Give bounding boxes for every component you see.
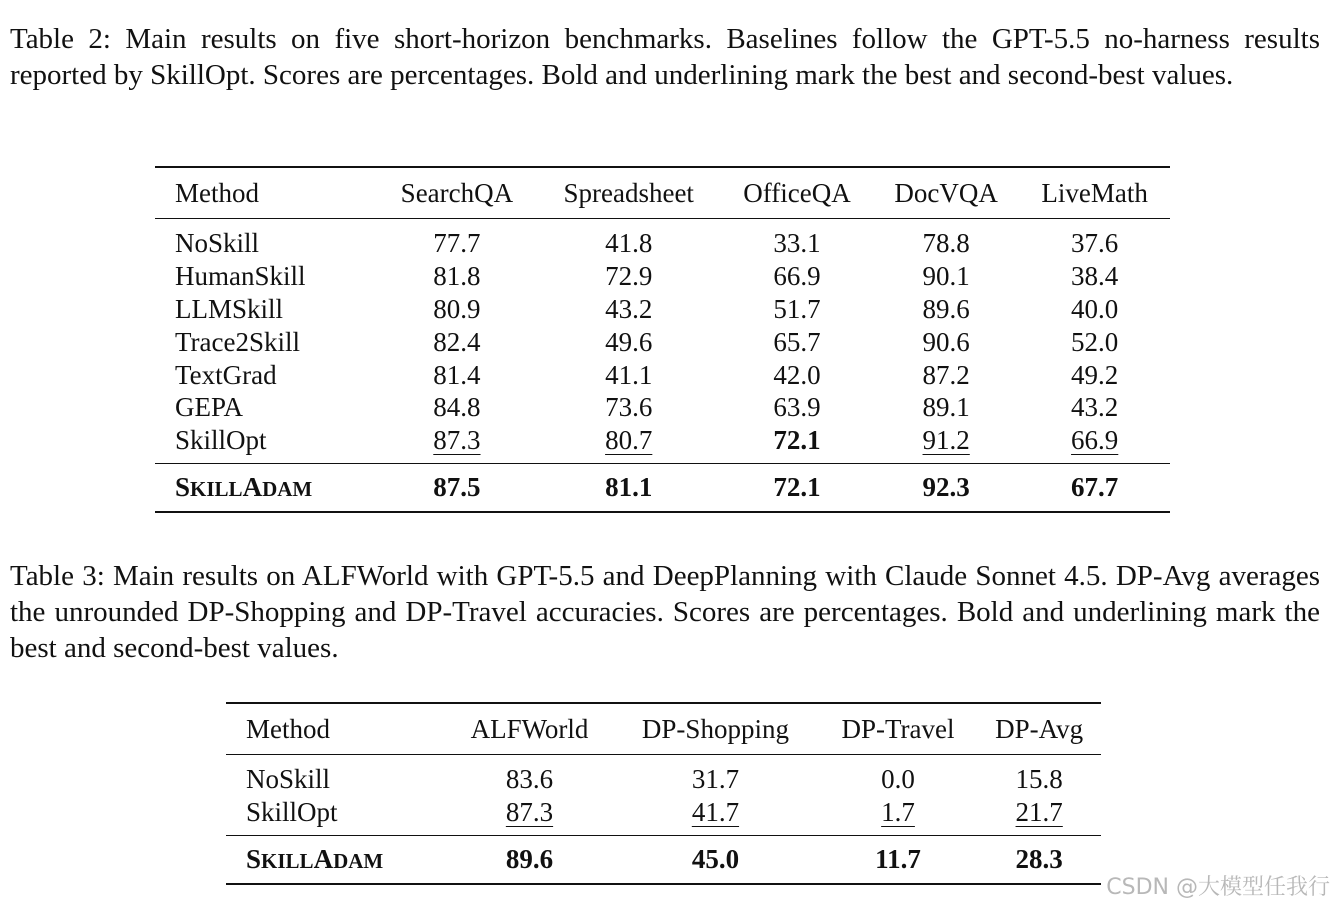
score-value: 41.8 [605,228,653,259]
score-value: 78.8 [922,228,970,259]
table-row [155,219,1170,260]
score-value: 87.2 [922,359,970,390]
score-value: 80.7 [605,425,653,456]
score-cell [612,755,818,796]
score-cell [721,358,873,391]
method-cell: LLMSkill [175,293,284,324]
score-cell [536,424,721,463]
score-cell [873,391,1019,424]
score-value: 87.3 [433,425,481,456]
score-value: 87.3 [505,797,554,828]
table-row [226,796,1101,835]
score-value: 72.9 [605,261,653,292]
method-cell-skilladam: SKILLADAM [246,843,384,874]
score-cell [1019,424,1170,463]
table-row [155,260,1170,293]
score-value: 33.1 [773,228,821,259]
table-row [155,391,1170,424]
table-row [226,755,1101,796]
method-cell: NoSkill [246,764,331,795]
score-cell-best: 81.1 [605,471,653,502]
score-value: 52.0 [1071,326,1119,357]
table-3-body [226,755,1101,836]
score-cell [536,293,721,326]
score-cell [377,260,536,293]
score-cell [873,260,1019,293]
method-cell: HumanSkill [175,261,306,292]
score-value: 91.2 [922,425,970,456]
column-header: DP-Travel [841,713,955,744]
score-value: 49.2 [1071,359,1119,390]
score-cell [536,358,721,391]
watermark: CSDN @大模型任我行 [1106,875,1330,900]
column-header: DocVQA [894,177,998,208]
score-value: 81.8 [433,261,481,292]
score-cell [977,755,1101,796]
score-cell [819,796,978,835]
score-cell [536,219,721,260]
score-cell-best: 28.3 [1015,843,1063,874]
score-cell [721,260,873,293]
method-cell: TextGrad [175,359,277,390]
score-cell [873,358,1019,391]
score-cell [1019,391,1170,424]
score-cell-best: 89.6 [505,843,554,874]
table-3-header-row [226,703,1101,755]
table-2-caption: Table 2: Main results on five short-horizon benchmarks. Baselines follow the GPT-5.5 no-harness results reported by SkillOpt. Scores are percentages. Bold and underlining mark the best and second-best values. [10,23,1320,91]
final-row [155,463,1170,512]
method-cell-skilladam: SKILLADAM [175,471,313,502]
score-cell [873,293,1019,326]
score-value: 72.1 [773,425,821,456]
score-value: 90.1 [922,261,970,292]
score-cell [721,325,873,358]
score-cell [377,358,536,391]
score-cell [377,293,536,326]
table-row [155,293,1170,326]
method-cell: SkillOpt [246,797,338,828]
score-cell [1019,219,1170,260]
score-cell [873,219,1019,260]
score-value: 21.7 [1015,797,1063,828]
score-value: 66.9 [773,261,821,292]
table-2 [155,166,1170,513]
score-value: 66.9 [1071,425,1119,456]
score-cell [536,325,721,358]
table-3 [226,702,1101,885]
score-value: 89.6 [922,293,970,324]
score-cell [873,325,1019,358]
score-value: 90.6 [922,326,970,357]
score-cell [377,391,536,424]
score-cell [721,293,873,326]
column-header: LiveMath [1041,177,1148,208]
score-value: 82.4 [433,326,481,357]
score-cell [1019,325,1170,358]
final-row [226,835,1101,884]
score-value: 41.1 [605,359,653,390]
score-cell [721,424,873,463]
table-row [155,358,1170,391]
score-cell [377,325,536,358]
score-value: 73.6 [605,392,653,423]
score-cell [447,755,612,796]
score-value: 42.0 [773,359,821,390]
column-header: OfficeQA [743,177,851,208]
score-cell [1019,358,1170,391]
score-value: 63.9 [773,392,821,423]
score-cell [536,260,721,293]
score-cell [377,424,536,463]
column-header: ALFWorld [470,713,589,744]
table-row [155,325,1170,358]
score-value: 81.4 [433,359,481,390]
score-cell [873,424,1019,463]
column-header: SearchQA [400,177,514,208]
table-2-header-row [155,167,1170,219]
score-value: 77.7 [433,228,481,259]
score-value: 49.6 [605,326,653,357]
score-value: 0.0 [881,764,915,795]
score-cell [1019,260,1170,293]
score-value: 41.7 [691,797,740,828]
score-cell-best: 87.5 [433,471,481,502]
score-value: 80.9 [433,293,481,324]
score-cell-best: 67.7 [1071,471,1119,502]
score-cell [1019,293,1170,326]
score-value: 38.4 [1071,261,1119,292]
score-cell-best: 11.7 [875,843,921,874]
score-cell [977,796,1101,835]
score-cell [721,391,873,424]
column-header: Spreadsheet [563,177,694,208]
score-value: 51.7 [773,293,821,324]
table-3-final [226,835,1101,884]
score-cell [377,219,536,260]
table-2-final [155,463,1170,512]
column-header: DP-Shopping [641,713,789,744]
score-cell [536,391,721,424]
score-cell [612,796,818,835]
score-value: 65.7 [773,326,821,357]
score-cell [447,796,612,835]
method-cell: SkillOpt [175,425,267,456]
score-value: 1.7 [881,797,915,828]
score-value: 37.6 [1071,228,1119,259]
score-cell-best: 92.3 [922,471,970,502]
score-value: 84.8 [433,392,481,423]
score-value: 83.6 [505,764,554,795]
score-value: 89.1 [922,392,970,423]
table-2-body [155,219,1170,464]
score-cell-best: 45.0 [691,843,740,874]
score-cell-best: 72.1 [773,471,821,502]
score-value: 15.8 [1015,764,1063,795]
column-header: DP-Avg [995,713,1084,744]
table-3-caption: Table 3: Main results on ALFWorld with GPT-5.5 and DeepPlanning with Claude Sonnet 4.5. DP-Avg averages the unrounded DP-Shopping and DP-Travel accuracies. Scores are percentages. Bold and underlining mark the best and second-best values. [10,560,1320,664]
table-row [155,424,1170,463]
column-header: Method [175,177,259,208]
score-value: 40.0 [1071,293,1119,324]
score-value: 43.2 [605,293,653,324]
method-cell: NoSkill [175,228,260,259]
column-header: Method [246,713,330,744]
score-value: 31.7 [691,764,740,795]
score-value: 43.2 [1071,392,1119,423]
method-cell: Trace2Skill [175,326,301,357]
method-cell: GEPA [175,392,244,423]
score-cell [721,219,873,260]
score-cell [819,755,978,796]
